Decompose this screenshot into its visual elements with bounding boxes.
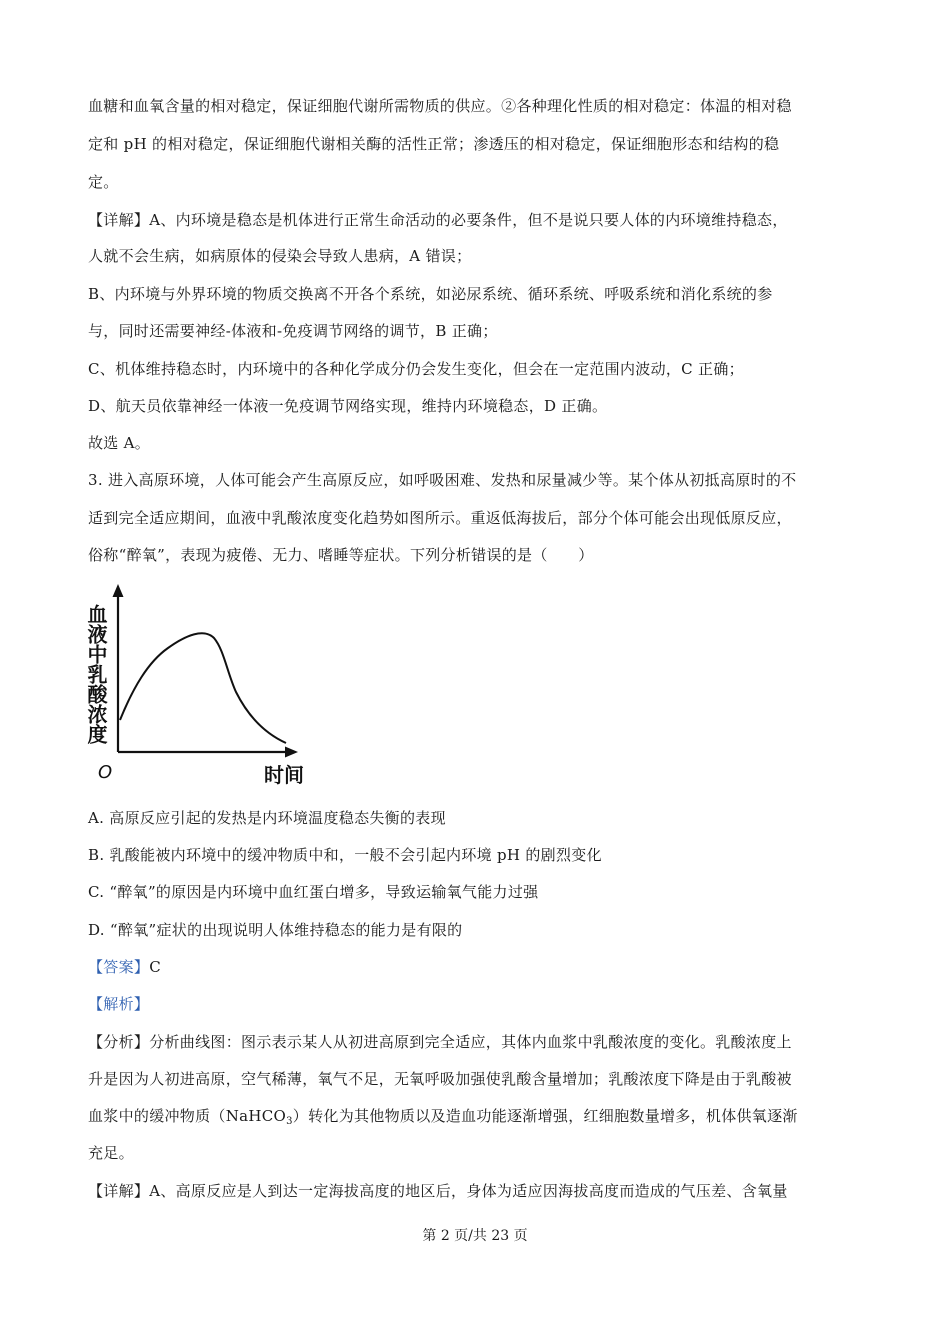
analysis-line: 升是因为人初进高原，空气稀薄，氧气不足，无氧呼吸加强使乳酸含量增加；乳酸浓度下降是由于乳酸被 (88, 1070, 792, 1088)
text-line: C、机体维持稳态时，内环境中的各种化学成分仍会发生变化，但会在一定范围内波动，C 正确； (88, 360, 744, 378)
text-line: 人就不会生病，如病原体的侵染会导致人患病，A 错误； (88, 247, 472, 265)
analysis-line: 【详解】A、高原反应是人到达一定海拔高度的地区后，身体为适应因海拔高度而造成的气压差、含氧量 (88, 1182, 788, 1200)
x-axis-arrow (285, 747, 298, 758)
y-axis-label: 血液中乳酸浓度 (84, 604, 108, 744)
answer-tag: 【答案】 (88, 958, 150, 976)
question-stem: 3. 进入高原环境，人体可能会产生高原反应，如呼吸困难、发热和尿量减少等。某个体从初抵高原时的不 (88, 471, 797, 489)
text-line: 血糖和血氧含量的相对稳定，保证细胞代谢所需物质的供应。②各种理化性质的相对稳定：体温的相对稳 (88, 97, 792, 115)
analysis-line (88, 1106, 868, 1132)
lactate-curve-figure (84, 580, 318, 790)
page-footer: 第 2 页/共 23 页 (422, 1228, 528, 1244)
analysis-line: 充足。 (88, 1144, 134, 1162)
analysis-text: ）转化为其他物质以及造血功能逐渐增强，红细胞数量增多，机体供氧逐渐 (292, 1107, 798, 1125)
analysis-tag: 【解析】 (88, 995, 150, 1013)
option-b: B. 乳酸能被内环境中的缓冲物质中和，一般不会引起内环境 pH 的剧烈变化 (88, 846, 602, 864)
text-line: 与，同时还需要神经-体液和-免疫调节网络的调节，B 正确； (88, 322, 498, 340)
answer-value: C (149, 958, 161, 976)
x-axis-label: 时间 (264, 763, 304, 787)
text-line: 故选 A。 (88, 434, 151, 452)
origin-label: O (98, 762, 113, 783)
y-axis-arrow (113, 584, 124, 597)
answer-line (88, 957, 868, 977)
analysis-text: 血浆中的缓冲物质（NaHCO (88, 1107, 287, 1125)
text-line: 定。 (88, 173, 119, 191)
question-stem: 俗称“醉氧”，表现为疲倦、无力、嗜睡等症状。下列分析错误的是（ ） (88, 546, 594, 564)
lactate-curve (120, 633, 286, 743)
text-line: B、内环境与外界环境的物质交换离不开各个系统，如泌尿系统、循环系统、呼吸系统和消化系统的参 (88, 285, 773, 303)
text-line: 【详解】A、内环境是稳态是机体进行正常生命活动的必要条件，但不是说只要人体的内环境维持稳态， (88, 211, 788, 229)
subscript: 3 (286, 1116, 293, 1127)
question-stem: 适到完全适应期间，血液中乳酸浓度变化趋势如图所示。重返低海拔后，部分个体可能会出现低原反应， (88, 509, 792, 527)
curve-graph (84, 580, 318, 790)
option-a: A. 高原反应引起的发热是内环境温度稳态失衡的表现 (88, 809, 446, 827)
option-c: C. “醉氧”的原因是内环境中血红蛋白增多，导致运输氧气能力过强 (88, 883, 539, 901)
text-line: D、航天员依靠神经一体液一免疫调节网络实现，维持内环境稳态，D 正确。 (88, 397, 608, 415)
analysis-line: 【分析】分析曲线图：图示表示某人从初进高原到完全适应，其体内血浆中乳酸浓度的变化。乳酸浓度上 (88, 1033, 792, 1051)
option-d: D. “醉氧”症状的出现说明人体维持稳态的能力是有限的 (88, 921, 463, 939)
text-line: 定和 pH 的相对稳定，保证细胞代谢相关酶的活性正常；渗透压的相对稳定，保证细胞形态和结构的稳 (88, 135, 780, 153)
